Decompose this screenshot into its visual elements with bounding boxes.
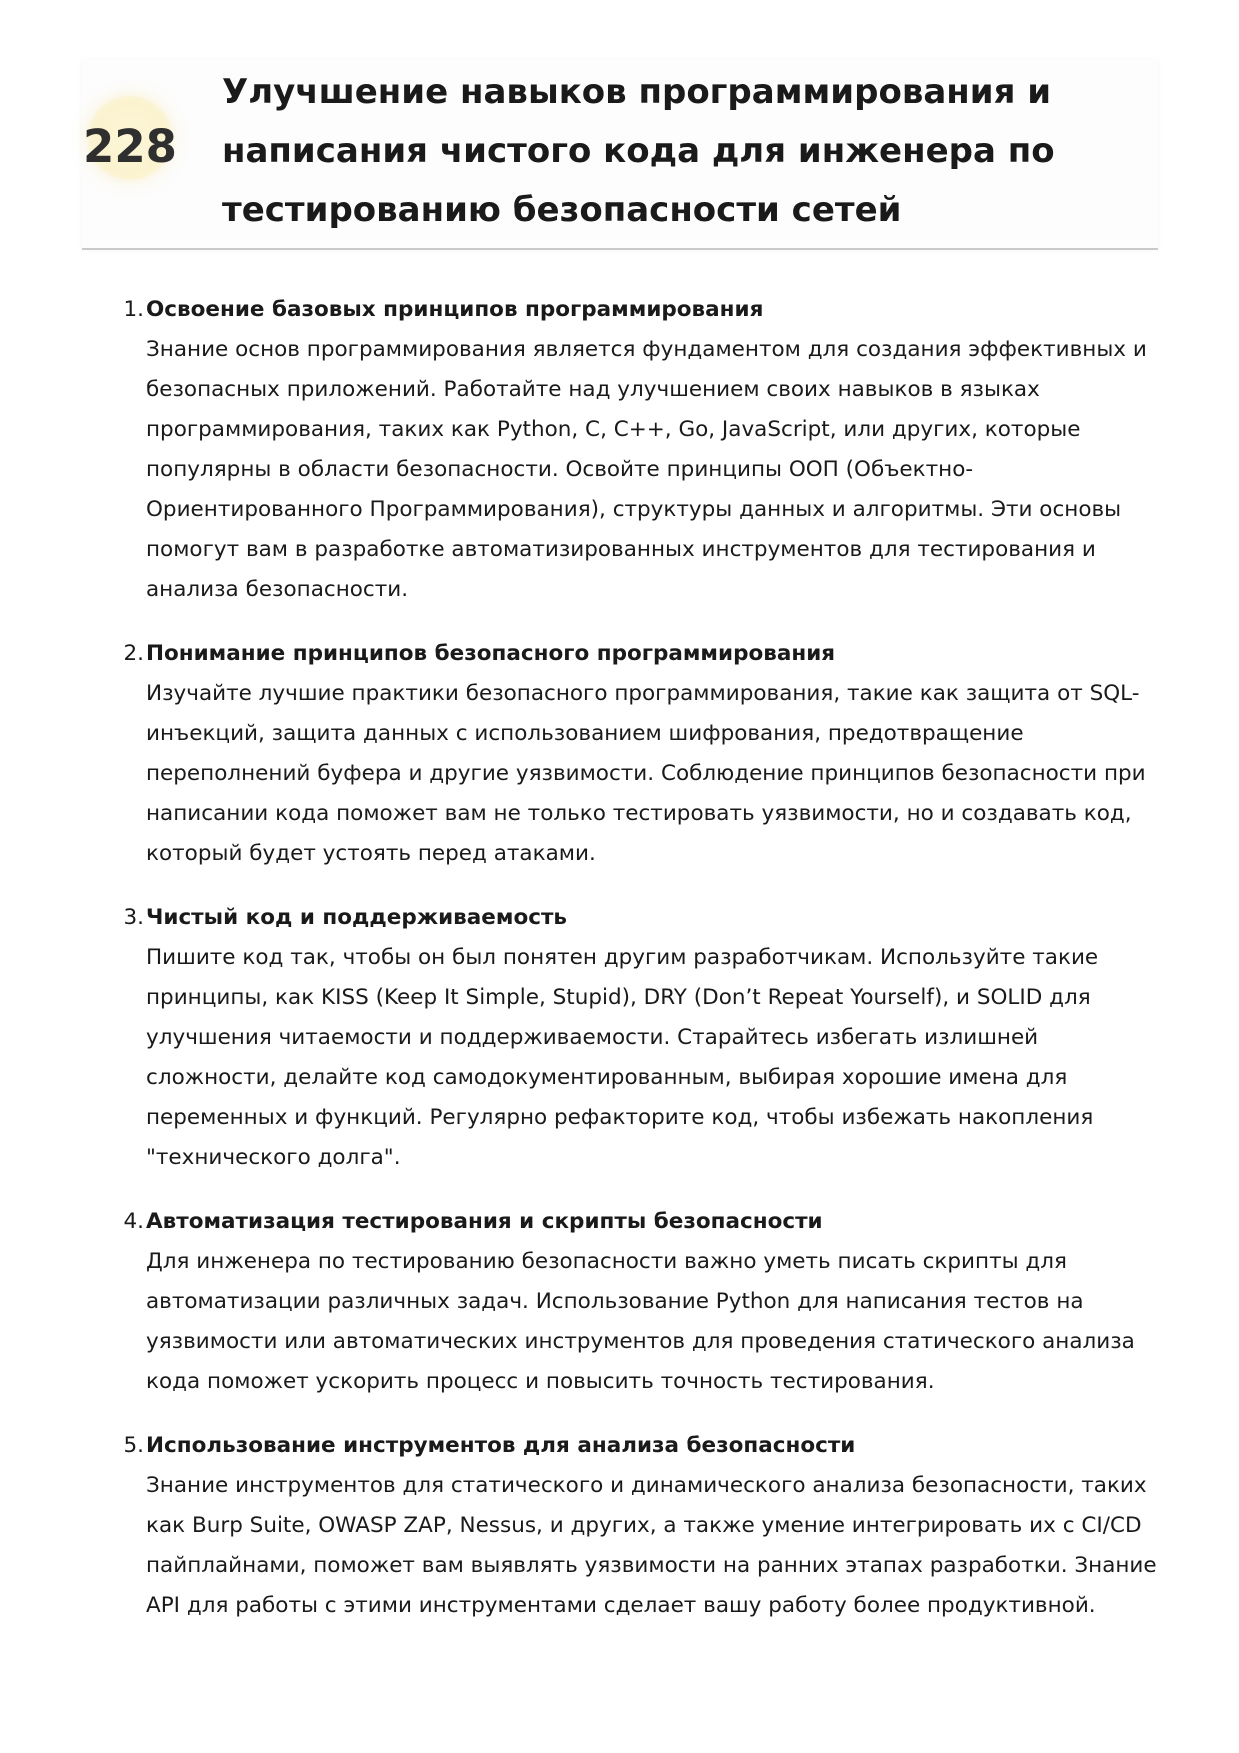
list-item-number: 3. <box>123 905 144 930</box>
list-item-number: 1. <box>123 297 144 322</box>
page-title: Улучшение навыков программирования и написания чистого кода для инженера по тестированию безопасности сетей <box>222 72 1055 230</box>
list-item-heading <box>123 1426 1164 1466</box>
list-item-body: Для инженера по тестированию безопасности важно уметь писать скрипты для автоматизации различных задач. Использование Python для написания тестов на уязвимости или автоматических инструментов для проведения статического анализа кода поможет ускорить процесс и повысить точность тестирования. <box>146 1249 1135 1394</box>
list-item-4 <box>112 1202 1164 1402</box>
list-item-2 <box>112 634 1164 874</box>
page-number: 228 <box>83 120 177 173</box>
list-item-body: Пишите код так, чтобы он был понятен другим разработчикам. Используйте такие принципы, как KISS (Keep It Simple, Stupid), DRY (Don’t Repeat Yourself), и SOLID для улучшения читаемости и поддерживаемости. Старайтесь избегать излишней сложности, делайте код самодокументированным, выбирая хорошие имена для переменных и функций. Регулярно рефакторите код, чтобы избежать накопления "технического долга". <box>146 945 1099 1170</box>
list-item-title: Автоматизация тестирования и скрипты безопасности <box>146 1209 823 1234</box>
list-item-title: Понимание принципов безопасного программирования <box>146 641 836 666</box>
list-item-5 <box>112 1426 1164 1626</box>
list-item-number: 4. <box>123 1209 144 1234</box>
list-item-body: Знание основ программирования является фундаментом для создания эффективных и безопасных приложений. Работайте над улучшением своих навыков в языках программирования, таких как Python, C, C++, Go, JavaScript, или других, которые популярны в области безопасности. Освойте принципы ООП (Объектно-Ориентированного Программирования), структуры данных и алгоритмы. Эти основы помогут вам в разработке автоматизированных инструментов для тестирования и анализа безопасности. <box>146 337 1147 602</box>
list-item-number: 5. <box>123 1433 144 1458</box>
list-item-heading <box>123 290 1164 330</box>
list-item-body: Знание инструментов для статического и динамического анализа безопасности, таких как Burp Suite, OWASP ZAP, Nessus, и других, а также умение интегрировать их с CI/CD пайплайнами, поможет вам выявлять уязвимости на ранних этапах разработки. Знание API для работы с этими инструментами сделает вашу работу более продуктивной. <box>146 1473 1157 1618</box>
list-item-3 <box>112 898 1164 1178</box>
list-item-heading <box>123 898 1164 938</box>
list-item-heading <box>123 634 1164 674</box>
page-header <box>82 60 1158 250</box>
list-item-number: 2. <box>123 641 144 666</box>
list-item-1 <box>112 290 1164 610</box>
list-item-title: Использование инструментов для анализа безопасности <box>146 1433 856 1458</box>
list-item-heading <box>123 1202 1164 1242</box>
list-item-title: Освоение базовых принципов программирования <box>146 297 764 322</box>
list-item-title: Чистый код и поддерживаемость <box>146 905 568 930</box>
content-list <box>112 290 1164 1650</box>
list-item-body: Изучайте лучшие практики безопасного программирования, такие как защита от SQL-инъекций, защита данных с использованием шифрования, предотвращение переполнений буфера и другие уязвимости. Соблюдение принципов безопасности при написании кода поможет вам не только тестировать уязвимости, но и создавать код, который будет устоять перед атаками. <box>146 681 1146 866</box>
